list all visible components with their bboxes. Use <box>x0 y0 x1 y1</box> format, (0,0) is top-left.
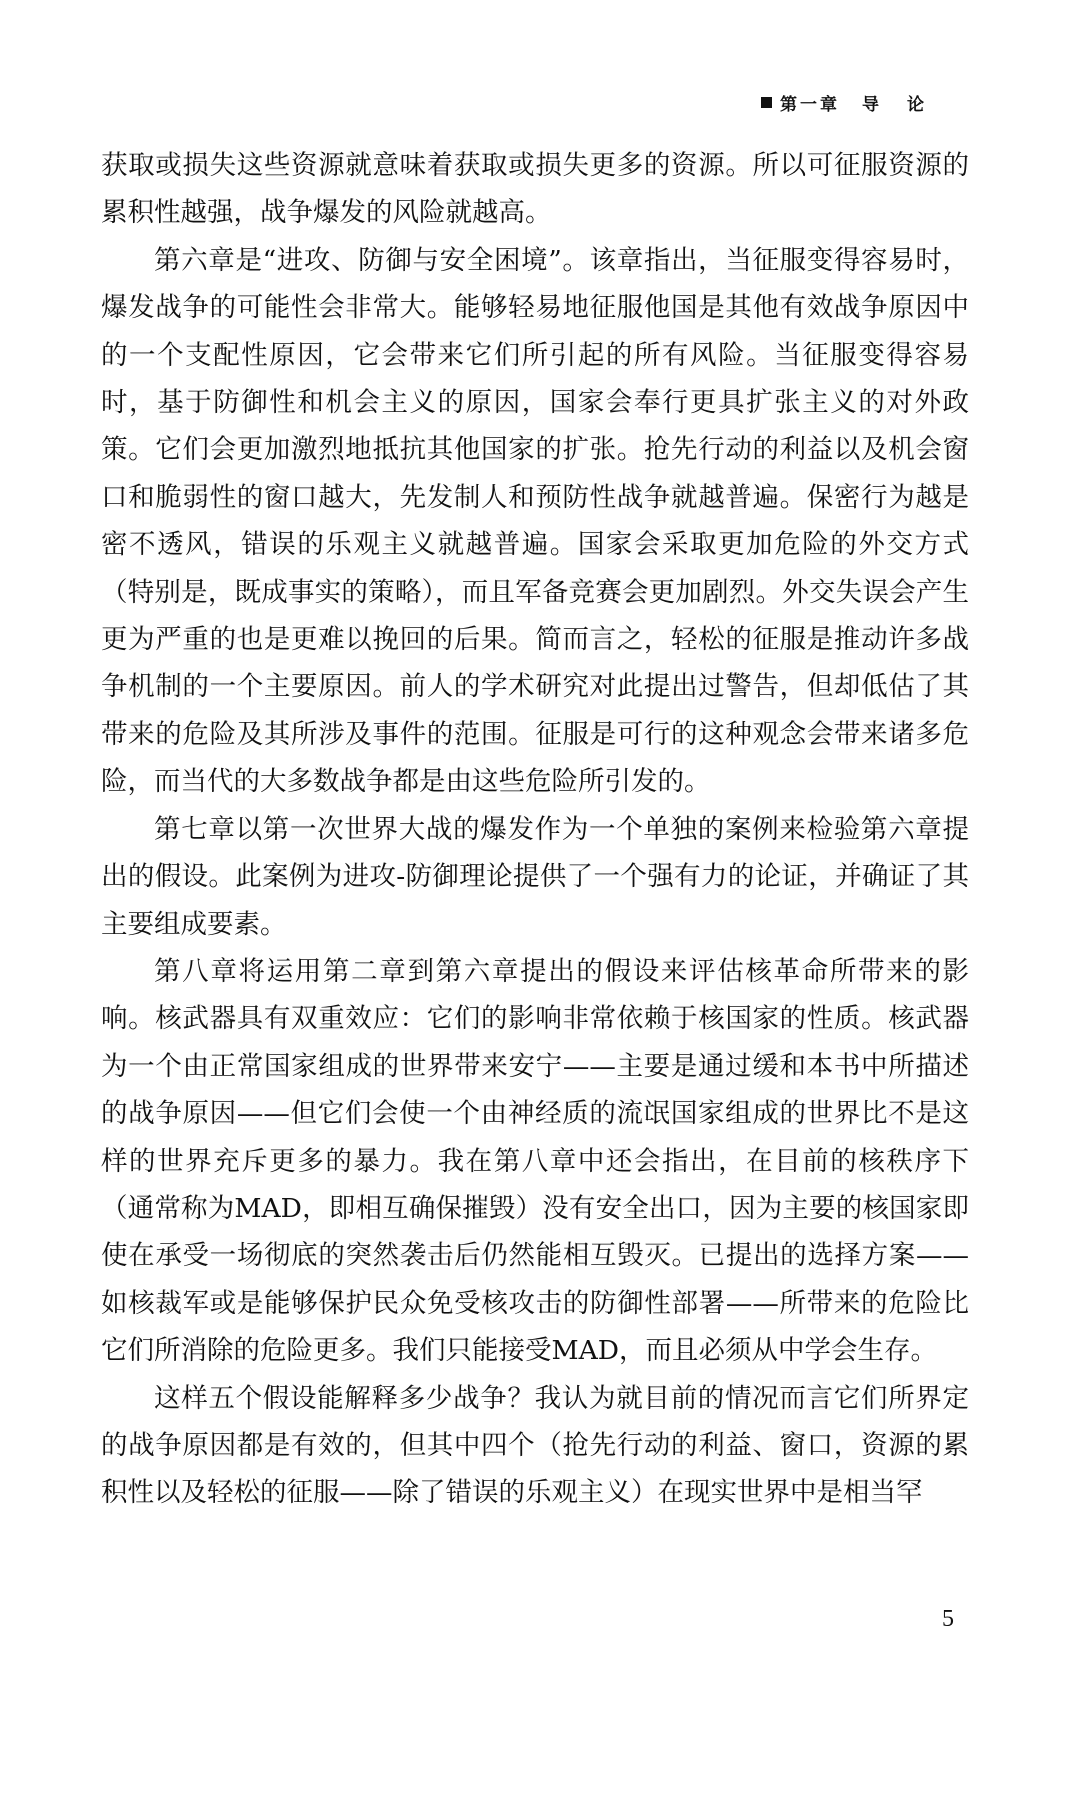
paragraph-continuation: 获取或损失这些资源就意味着获取或损失更多的资源。所以可征服资源的累积性越强，战争爆发的风险就越高。 <box>101 150 969 229</box>
paragraph-chapter-seven: 第七章以第一次世界大战的爆发作为一个单独的案例来检验第六章提出的假设。此案例为进攻-防御理论提供了一个强有力的论证，并确证了其主要组成要素。 <box>101 813 969 940</box>
paragraph-chapter-eight: 第八章将运用第二章到第六章提出的假设来评估核革命所带来的影响。核武器具有双重效应：它们的影响非常依赖于核国家的性质。核武器为一个由正常国家组成的世界带来安宁——主要是通过缓和本书中所描述的战争原因——但它们会使一个由神经质的流氓国家组成的世界比不是这样的世界充斥更多的暴力。我在第八章中还会指出，在目前的核秩序下（通常称为MAD，即相互确保摧毁）没有安全出口，因为主要的核国家即使在承受一场彻底的突然袭击后仍然能相互毁灭。已提出的选择方案——如核裁军或是能够保护民众免受核攻击的防御性部署——所带来的危险比它们所消除的危险更多。我们只能接受MAD，而且必须从中学会生存。 <box>101 955 969 1367</box>
paragraph-chapter-six: 第六章是“进攻、防御与安全困境”。该章指出，当征服变得容易时，爆发战争的可能性会非常大。能够轻易地征服他国是其他有效战争原因中的一个支配性原因，它会带来它们所引起的所有风险。当征服变得容易时，基于防御性和机会主义的原因，国家会奉行更具扩张主义的对外政策。它们会更加激烈地抵抗其他国家的扩张。抢先行动的利益以及机会窗口和脆弱性的窗口越大，先发制人和预防性战争就越普遍。保密行为越是密不透风，错误的乐观主义就越普遍。国家会采取更加危险的外交方式（特别是，既成事实的策略），而且军备竞赛会更加剧烈。外交失误会产生更为严重的也是更难以挽回的后果。简而言之，轻松的征服是推动许多战争机制的一个主要原因。前人的学术研究对此提出过警告，但却低估了其带来的危险及其所涉及事件的范围。征服是可行的这种观念会带来诸多危险，而当代的大多数战争都是由这些危险所引发的。 <box>101 244 969 798</box>
page-number: 5 <box>942 1606 954 1632</box>
header-title: 导论 <box>862 95 952 115</box>
body-text <box>101 142 969 1517</box>
header-chapter: 第一章 <box>780 95 840 115</box>
running-header <box>761 90 952 115</box>
square-bullet-icon <box>761 97 772 108</box>
paragraph-five-hypotheses: 这样五个假设能解释多少战争？我认为就目前的情况而言它们所界定的战争原因都是有效的，但其中四个（抢先行动的利益、窗口，资源的累积性以及轻松的征服——除了错误的乐观主义）在现实世界中是相当罕 <box>101 1382 969 1509</box>
